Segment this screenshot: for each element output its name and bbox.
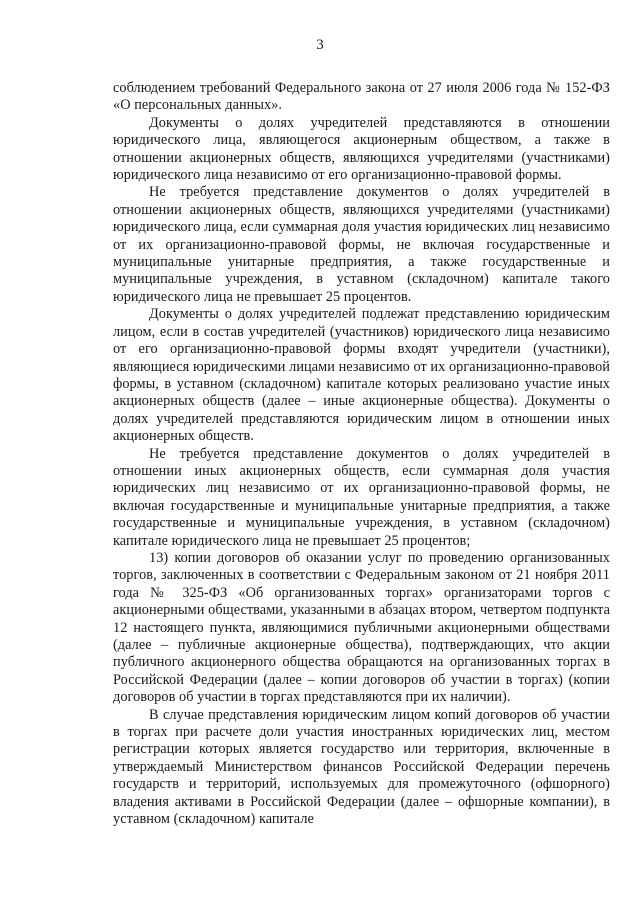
- paragraph: В случае представления юридическим лицом копий договоров об участии в торгах при расчете доли участия иностранных юридических лиц, местом регистрации которых является государство или территория, включенные в утверждаемый Министерством финансов Российской Федерации перечень государств и территорий, используемых для промежуточного (офшорного) владения активами в Российской Федерации (далее – офшорные компании), в уставном (складочном) капитале: [113, 706, 610, 828]
- paragraph: соблюдением требований Федерального закона от 27 июля 2006 года № 152-ФЗ «О персональных данных».: [113, 80, 610, 114]
- paragraph: Документы о долях учредителей представляются в отношении юридического лица, являющегося акционерным обществом, а также в отношении акционерных обществ, являющихся учредителями (участниками) юридического лица независимо от его организационно-правовой формы.: [113, 114, 610, 184]
- paragraph: Не требуется представление документов о долях учредителей в отношении иных акционерных обществ, если суммарная доля участия юридических лиц независимо от их организационно-правовой формы, не включая государственные и муниципальные унитарные предприятия, а также государственные и муниципальные учреждения, в уставном (складочном) капитале юридического лица не превышает 25 процентов;: [113, 445, 610, 549]
- paragraph: Не требуется представление документов о долях учредителей в отношении акционерных обществ, являющихся учредителями (участниками) юридического лица, если суммарная доля участия юридических лиц независимо от их организационно-правовой формы, не включая государственные и муниципальные унитарные предприятия, а также государственные и муниципальные учреждения, в уставном (складочном) капитале такого юридического лица не превышает 25 процентов.: [113, 184, 610, 305]
- paragraph-item-13: 13) копии договоров об оказании услуг по проведению организованных торгов, заключенных в соответствии с Федеральным законом от 21 ноября 2011 года № 325-ФЗ «Об организованных торгах» организаторами торгов с акционерными обществами, указанными в абзацах втором, четвертом подпункта 12 настоящего пункта, являющимися публичными акционерными обществами (далее – публичные акционерные общества), подтверждающих, что акции публичного акционерного общества обращаются на организованных торгах в Российской Федерации (далее – копии договоров об участии в торгах) (копии договоров об участии в торгах представляются при их наличии).: [113, 549, 610, 706]
- paragraph: Документы о долях учредителей подлежат представлению юридическим лицом, если в состав учредителей (участников) юридического лица независимо от его организационно-правовой формы входят учредители (участники), являющиеся юридическими лицами независимо от их организационно-правовой формы, в уставном (складочном) капитале которых реализовано участие иных акционерных обществ (далее – иные акционерные общества). Документы о долях учредителей представляются юридическим лицом в отношении иных акционерных обществ.: [113, 306, 610, 445]
- document-body: [113, 80, 610, 828]
- page-number: 3: [316, 37, 324, 53]
